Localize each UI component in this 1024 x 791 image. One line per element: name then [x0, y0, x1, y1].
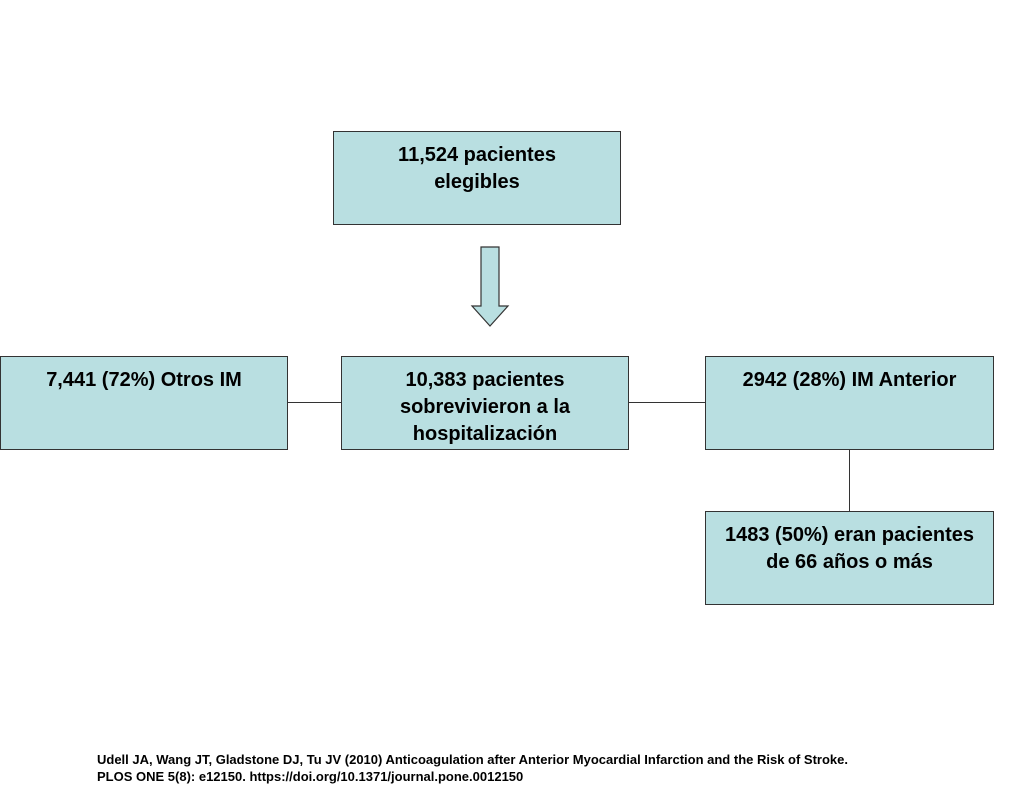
elderly-patients-box — [705, 511, 994, 605]
other-mi-box — [0, 356, 288, 450]
connector-line-down — [849, 450, 850, 511]
other-mi-label: 7,441 (72%) Otros IM — [46, 369, 242, 391]
eligible-patients-label: 11,524 pacientes elegibles — [398, 144, 556, 193]
survived-patients-box — [341, 356, 629, 450]
down-arrow-icon — [470, 246, 510, 328]
citation-line-2: PLOS ONE 5(8): e12150. https://doi.org/10.1371/journal.pone.0012150 — [97, 769, 524, 784]
survived-patients-label: 10,383 pacientes sobrevivieron a la hospitalización — [399, 369, 571, 445]
citation — [97, 751, 1017, 785]
anterior-mi-box — [705, 356, 994, 450]
connector-line-right — [629, 402, 705, 403]
anterior-mi-label: 2942 (28%) IM Anterior — [742, 369, 957, 391]
connector-line-left — [288, 402, 341, 403]
elderly-patients-label: 1483 (50%) eran pacientes de 66 años o más — [724, 524, 975, 573]
citation-line-1: Udell JA, Wang JT, Gladstone DJ, Tu JV (2010) Anticoagulation after Anterior Myocardial Infarction and the Risk of Stroke. — [97, 752, 848, 767]
eligible-patients-box — [333, 131, 621, 225]
